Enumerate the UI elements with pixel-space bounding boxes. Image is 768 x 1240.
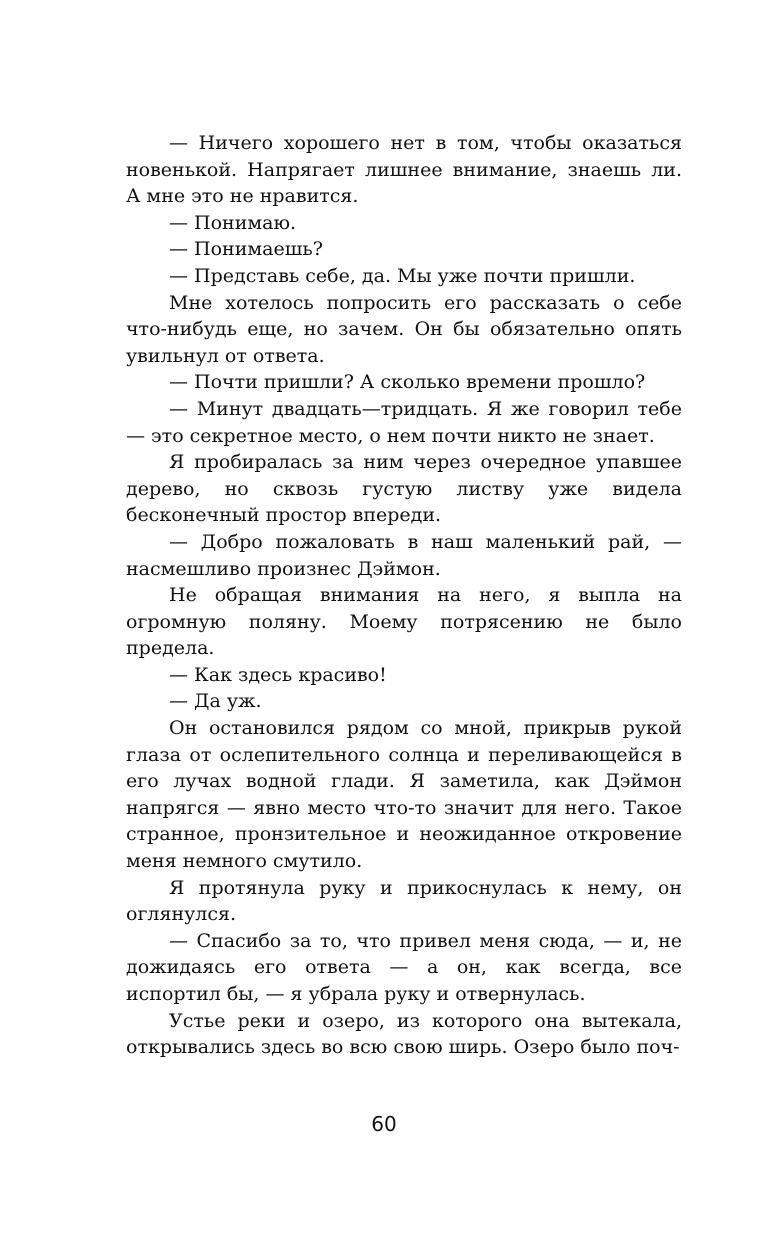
paragraph: Я пробиралась за ним через очередное упавшее дерево, но сквозь густую листву уже видела бесконечный простор впереди.	[126, 451, 682, 527]
paragraph: Не обращая внимания на него, я выпла на огромную поляну. Моему потрясению не было предела.	[126, 584, 682, 660]
paragraph: — Понимаешь?	[169, 238, 323, 261]
body-text	[126, 130, 682, 1061]
paragraph: — Спасибо за то, что привел меня сюда, — и, не дожидаясь его ответа — а он, как всегда, все испортил бы, — я убрала руку и отвернулась.	[126, 929, 682, 1005]
paragraph: Я протянула руку и прикоснулась к нему, он оглянулся.	[126, 876, 682, 926]
paragraph: — Добро пожаловать в наш маленький рай, — насмешливо произнес Дэймон.	[126, 530, 682, 580]
paragraph: — Понимаю.	[169, 211, 297, 234]
paragraph: — Представь себе, да. Мы уже почти пришли.	[169, 264, 636, 287]
paragraph: — Минут двадцать—тридцать. Я же говорил тебе — это секретное место, о нем почти никто не знает.	[126, 397, 682, 447]
paragraph: Мне хотелось попросить его рассказать о себе что-нибудь еще, но зачем. Он бы обязательно опять увильнул от ответа.	[126, 291, 682, 367]
paragraph: Он остановился рядом со мной, прикрыв рукой глаза от ослепительного солнца и переливающейся в его лучах водной глади. Я заметила, как Дэймон напрягся — явно место что-то значит для него. Такое странное, пронзительное и неожиданное откровение меня немного смутило.	[126, 717, 682, 873]
page-number: 60	[371, 1112, 397, 1136]
paragraph: Устье реки и озеро, из которого она вытекала, открывались здесь во всю свою ширь. Озеро было поч-	[126, 1009, 682, 1059]
paragraph: — Почти пришли? А сколько времени прошло?	[169, 371, 646, 394]
paragraph: — Как здесь красиво!	[169, 663, 387, 686]
paragraph: — Да уж.	[169, 690, 262, 713]
paragraph: — Ничего хорошего нет в том, чтобы оказаться новенькой. Напрягает лишнее внимание, знаешь ли. А мне это не нравится.	[126, 132, 682, 208]
